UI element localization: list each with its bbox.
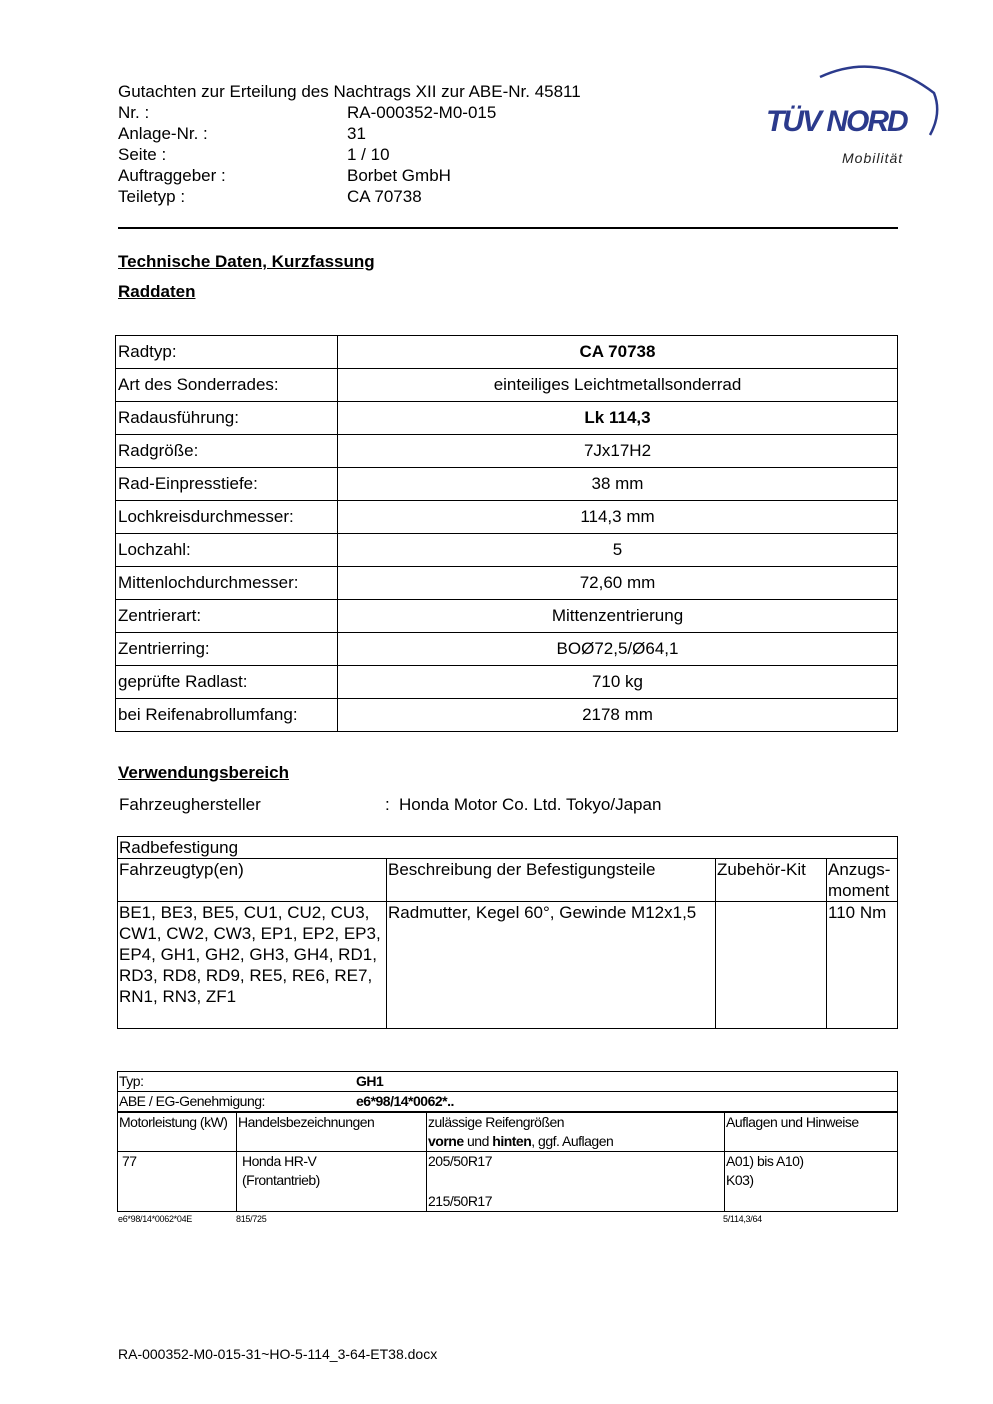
vehicle-table bbox=[117, 1071, 898, 1212]
header-row: Nr. : RA-000352-M0-015 bbox=[118, 103, 497, 122]
logo-brand: TÜV NORD bbox=[766, 105, 907, 138]
header-row: Seite : 1 / 10 bbox=[118, 145, 390, 164]
section-title-technical: Technische Daten, Kurzfassung bbox=[118, 252, 375, 271]
tire-sizes: 205/50R17 215/50R17 bbox=[427, 1152, 725, 1212]
table-row bbox=[118, 1072, 898, 1092]
trade-name: Honda HR-V (Frontantrieb) bbox=[237, 1152, 427, 1212]
column-header: Motorleistung (kW) bbox=[118, 1112, 237, 1152]
mounting-title: Radbefestigung bbox=[118, 837, 898, 859]
column-header: Auflagen und Hinweise bbox=[725, 1112, 898, 1152]
manufacturer-label: Fahrzeughersteller bbox=[119, 795, 261, 814]
header-row: Anlage-Nr. : 31 bbox=[118, 124, 366, 143]
table-row: Mittenlochdurchmesser: 72,60 mm bbox=[116, 567, 898, 600]
header-divider bbox=[118, 227, 898, 229]
tightening-torque: 110 Nm bbox=[827, 902, 898, 1029]
manufacturer-colon: : bbox=[385, 795, 390, 814]
column-header: Anzugs-moment bbox=[827, 859, 898, 902]
section-title-usage: Verwendungsbereich bbox=[118, 763, 289, 782]
notes: A01) bis A10) K03) bbox=[725, 1152, 898, 1212]
document-header bbox=[118, 81, 581, 207]
abe-value: e6*98/14*0062*.. bbox=[356, 1093, 454, 1109]
table-row: Zentrierart: Mittenzentrierung bbox=[116, 600, 898, 633]
column-header: Fahrzeugtyp(en) bbox=[118, 859, 387, 902]
fastener-description: Radmutter, Kegel 60°, Gewinde M12x1,5 bbox=[387, 902, 716, 1029]
table-row: Rad-Einpresstiefe: 38 mm bbox=[116, 468, 898, 501]
logo-subtitle: Mobilität bbox=[842, 150, 904, 166]
table-row: Art des Sonderrades: einteiliges Leichtmetallsonderrad bbox=[116, 369, 898, 402]
column-header: Zubehör-Kit bbox=[716, 859, 827, 902]
table-row bbox=[118, 902, 898, 1029]
bolt-pattern-code: 5/114,3/64 bbox=[723, 1214, 762, 1224]
accessory-kit bbox=[716, 902, 827, 1029]
table-row: geprüfte Radlast: 710 kg bbox=[116, 666, 898, 699]
footer-filename: RA-000352-M0-015-31~HO-5-114_3-64-ET38.docx bbox=[118, 1346, 438, 1362]
table-row bbox=[118, 1112, 898, 1152]
section-title-wheel: Raddaten bbox=[118, 282, 196, 301]
tuv-nord-logo bbox=[760, 55, 945, 175]
table-row bbox=[118, 837, 898, 859]
header-row: Teiletyp : CA 70738 bbox=[118, 187, 422, 206]
column-header: Handelsbezeichnungen bbox=[237, 1112, 427, 1152]
vehicle-types: BE1, BE3, BE5, CU1, CU2, CU3, CW1, CW2, CW3, EP1, EP2, EP3, EP4, GH1, GH2, GH3, GH4, RD1, RD3, RD8, RD9, RE5, RE6, RE7, RN1, RN3, ZF1 bbox=[118, 902, 387, 1029]
power-code: 815/725 bbox=[236, 1214, 267, 1224]
table-row bbox=[118, 859, 898, 902]
table-row: Zentrierring: BOØ72,5/Ø64,1 bbox=[116, 633, 898, 666]
column-header: Beschreibung der Befestigungsteile bbox=[387, 859, 716, 902]
wheel-data-table bbox=[115, 335, 898, 732]
typ-label: Typ: bbox=[119, 1073, 144, 1089]
approval-code: e6*98/14*0062*04E bbox=[118, 1214, 192, 1224]
abe-label: ABE / EG-Genehmigung: bbox=[119, 1093, 265, 1109]
typ-value: GH1 bbox=[356, 1073, 384, 1089]
table-row: Radgröße: 7Jx17H2 bbox=[116, 435, 898, 468]
table-row: bei Reifenabrollumfang: 2178 mm bbox=[116, 699, 898, 732]
column-header: zulässige Reifengrößen vorne und hinten, ggf. Auflagen bbox=[427, 1112, 725, 1152]
table-row bbox=[118, 1152, 898, 1212]
table-row: Radausführung: Lk 114,3 bbox=[116, 402, 898, 435]
table-row: Lochkreisdurchmesser: 114,3 mm bbox=[116, 501, 898, 534]
engine-power: 77 bbox=[118, 1152, 237, 1212]
document-title: Gutachten zur Erteilung des Nachtrags XII zur ABE-Nr. 45811 bbox=[118, 82, 581, 101]
header-row: Auftraggeber : Borbet GmbH bbox=[118, 166, 451, 185]
manufacturer-value: Honda Motor Co. Ltd. Tokyo/Japan bbox=[399, 795, 662, 814]
table-row: Radtyp: CA 70738 bbox=[116, 336, 898, 369]
table-row bbox=[118, 1092, 898, 1113]
mounting-table bbox=[117, 836, 898, 1029]
table-row: Lochzahl: 5 bbox=[116, 534, 898, 567]
